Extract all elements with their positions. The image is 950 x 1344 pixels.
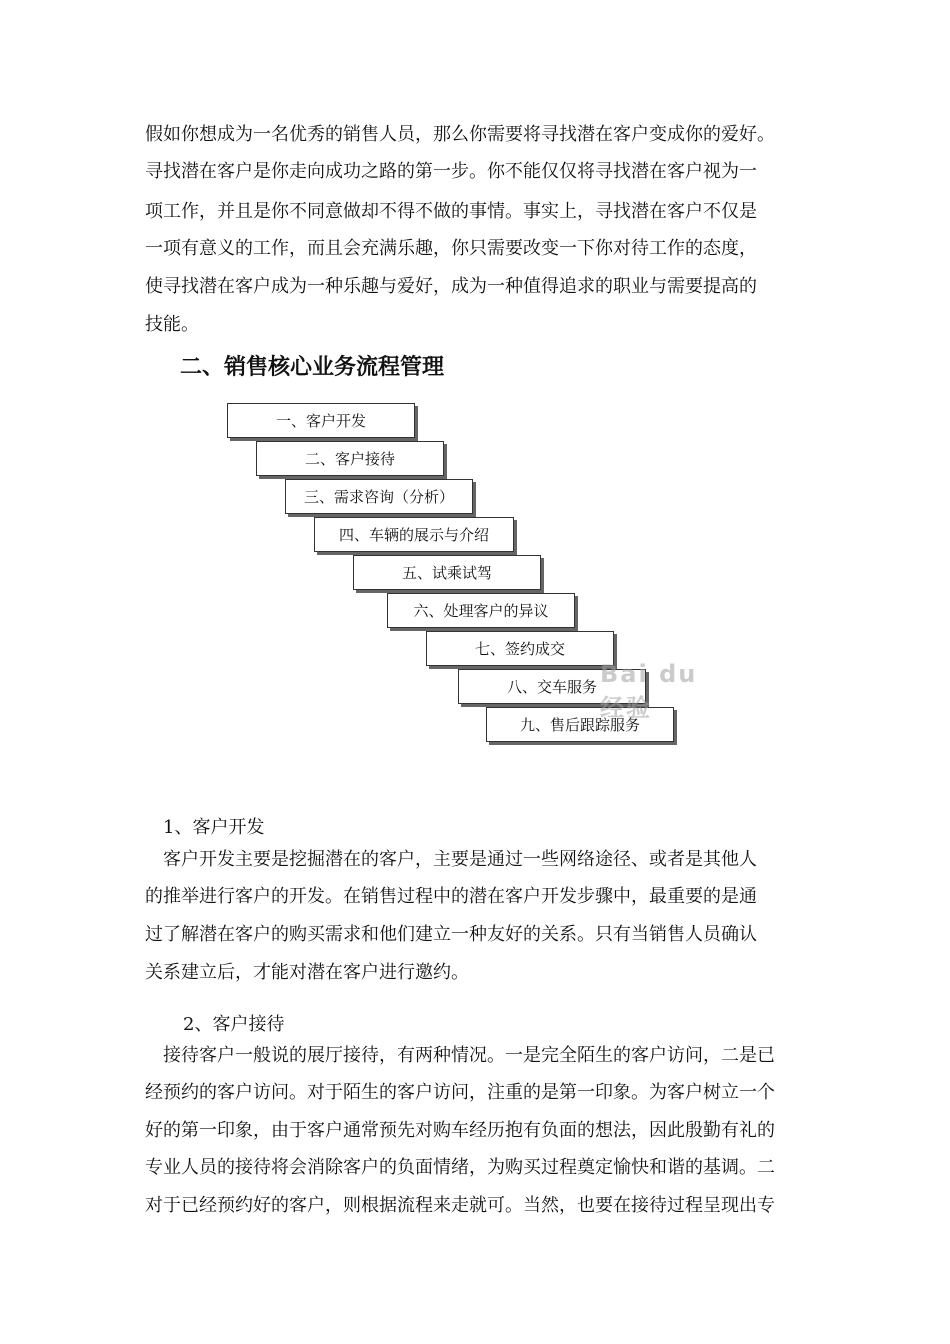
- section2-line: 好的第一印象，由于客户通常预先对购车经历抱有负面的想法，因此殷勤有礼的: [145, 1120, 775, 1141]
- process-step: 四、车辆的展示与介绍: [314, 517, 514, 552]
- intro-line: 使寻找潜在客户成为一种乐趣与爱好，成为一种值得追求的职业与需要提高的: [145, 276, 757, 297]
- section2-line: 专业人员的接待将会消除客户的负面情绪，为购买过程奠定愉快和谐的基调。二: [145, 1157, 775, 1178]
- process-step: 二、客户接待: [256, 441, 444, 476]
- process-step: 八、交车服务: [458, 669, 646, 704]
- section2-title: 2、客户接待: [183, 1014, 285, 1035]
- section1-title: 1、客户开发: [163, 817, 265, 838]
- intro-line: 假如你想成为一名优秀的销售人员，那么你需要将寻找潜在客户变成你的爱好。: [145, 124, 775, 145]
- process-step: 五、试乘试驾: [353, 555, 541, 590]
- process-step: 七、签约成交: [426, 631, 614, 666]
- section1-line: 客户开发主要是挖掘潜在的客户，主要是通过一些网络途径、或者是其他人: [163, 849, 757, 870]
- section2-line: 经预约的客户访问。对于陌生的客户访问，注重的是第一印象。为客户树立一个: [145, 1082, 775, 1103]
- process-step: 九、售后跟踪服务: [486, 707, 674, 742]
- section2-line: 接待客户一般说的展厅接待，有两种情况。一是完全陌生的客户访问，二是已: [163, 1045, 775, 1066]
- intro-line: 技能。: [145, 314, 199, 335]
- process-step: 一、客户开发: [227, 403, 415, 438]
- intro-line: 项工作，并且是你不同意做却不得不做的事情。事实上，寻找潜在客户不仅是: [145, 201, 757, 222]
- process-step: 三、需求咨询（分析）: [285, 479, 473, 514]
- intro-line: 一项有意义的工作，而且会充满乐趣，你只需要改变一下你对待工作的态度，: [145, 238, 757, 259]
- section2-line: 对于已经预约好的客户，则根据流程来走就可。当然，也要在接待过程呈现出专: [145, 1195, 775, 1216]
- section-heading: 二、销售核心业务流程管理: [180, 355, 445, 380]
- intro-line: 寻找潜在客户是你走向成功之路的第一步。你不能仅仅将寻找潜在客户视为一: [145, 161, 757, 182]
- section1-line: 关系建立后，才能对潜在客户进行邀约。: [145, 962, 469, 983]
- baidu-watermark: Bai du 经验: [600, 660, 698, 722]
- section1-line: 的推举进行客户的开发。在销售过程中的潜在客户开发步骤中，最重要的是通: [145, 886, 757, 907]
- process-step: 六、处理客户的异议: [387, 593, 575, 628]
- section1-line: 过了解潜在客户的购买需求和他们建立一种友好的关系。只有当销售人员确认: [145, 924, 757, 945]
